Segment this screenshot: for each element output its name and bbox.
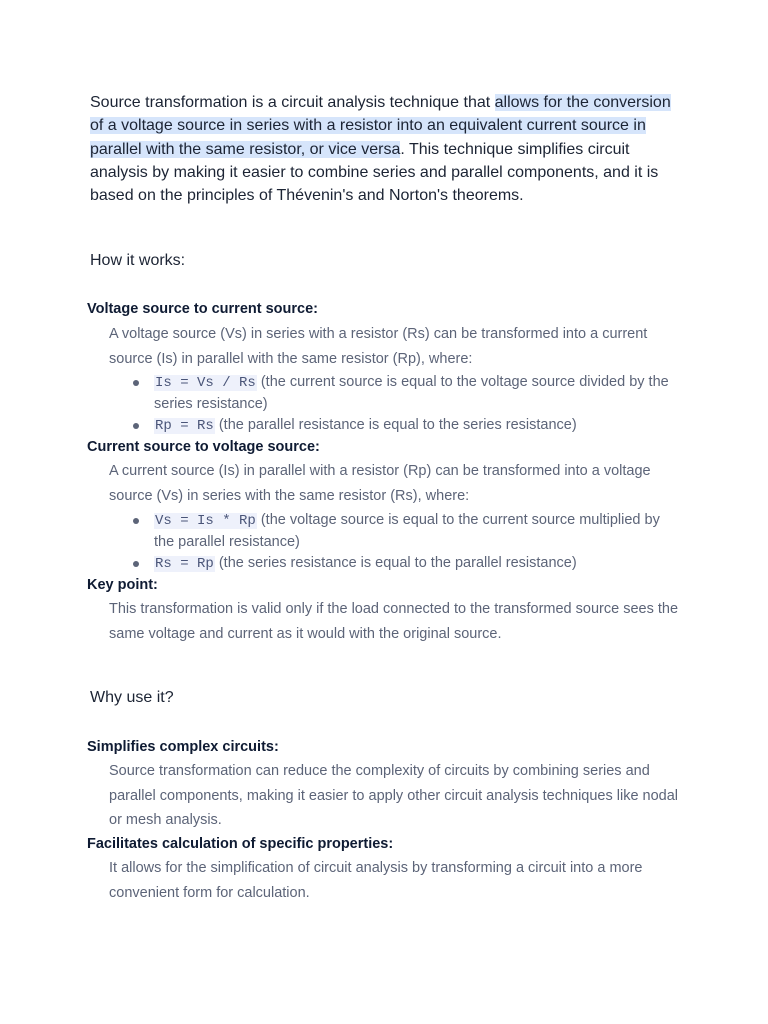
formula-code: Rp = Rs [155,418,214,434]
formula-explanation: (the parallel resistance is equal to the series resistance) [214,417,577,433]
formula-code: Is = Vs / Rs [155,375,256,391]
list-item [132,553,677,575]
bullet-dot-icon [133,423,139,429]
bullet-dot-icon [133,518,139,524]
bullet-dot-icon [133,561,139,567]
list-item [132,372,677,415]
formula-code: Rs = Rp [155,556,214,572]
facilitates-title: Facilitates calculation of specific properties: [87,836,394,852]
formula-explanation: (the voltage source is equal to the current source multiplied by the parallel resistance) [154,512,660,550]
current-to-voltage-title: Current source to voltage source: [87,439,320,455]
list-item [132,510,677,553]
list-item [132,415,677,437]
simplifies-description: Source transformation can reduce the complexity of circuits by combining series and parallel components, making it easier to apply other circuit analysis techniques like nodal or mesh analysis. [109,763,679,828]
facilitates-description: It allows for the simplification of circuit analysis by transforming a circuit into a more convenient form for calculation. [109,860,643,901]
voltage-to-current-title: Voltage source to current source: [87,301,318,317]
intro-text-before: Source transformation is a circuit analysis technique that [90,94,495,111]
why-use-it-heading: Why use it? [90,689,174,706]
intro-text-after: . This technique simplifies circuit analysis by making it easier to combine series and parallel components, and it is based on the principles of Thévenin's and Norton's theorems. [90,140,659,205]
key-point-description: This transformation is valid only if the load connected to the transformed source sees the same voltage and current as it would with the original source. [109,601,679,642]
intro-highlighted-text[interactable]: allows for the conversion of a voltage source in series with a resistor into an equivalent current source in parallel with the same resistor, or vice versa [90,94,671,158]
voltage-to-current-description: A voltage source (Vs) in series with a resistor (Rs) can be transformed into a current source (Is) in parallel with the same resistor (Rp), where: [109,326,648,367]
formula-explanation: (the current source is equal to the voltage source divided by the series resistance) [154,374,669,412]
simplifies-title: Simplifies complex circuits: [87,739,279,755]
current-to-voltage-list [132,510,677,575]
formula-code: Vs = Is * Rp [155,513,256,529]
current-to-voltage-description: A current source (Is) in parallel with a resistor (Rp) can be transformed into a voltage source (Vs) in series with the same resistor (Rs), where: [109,463,651,504]
key-point-title: Key point: [87,577,158,593]
intro-paragraph [90,91,680,207]
bullet-dot-icon [133,380,139,386]
how-it-works-heading: How it works: [90,252,186,269]
formula-explanation: (the series resistance is equal to the parallel resistance) [214,555,577,571]
voltage-to-current-list [132,372,677,437]
